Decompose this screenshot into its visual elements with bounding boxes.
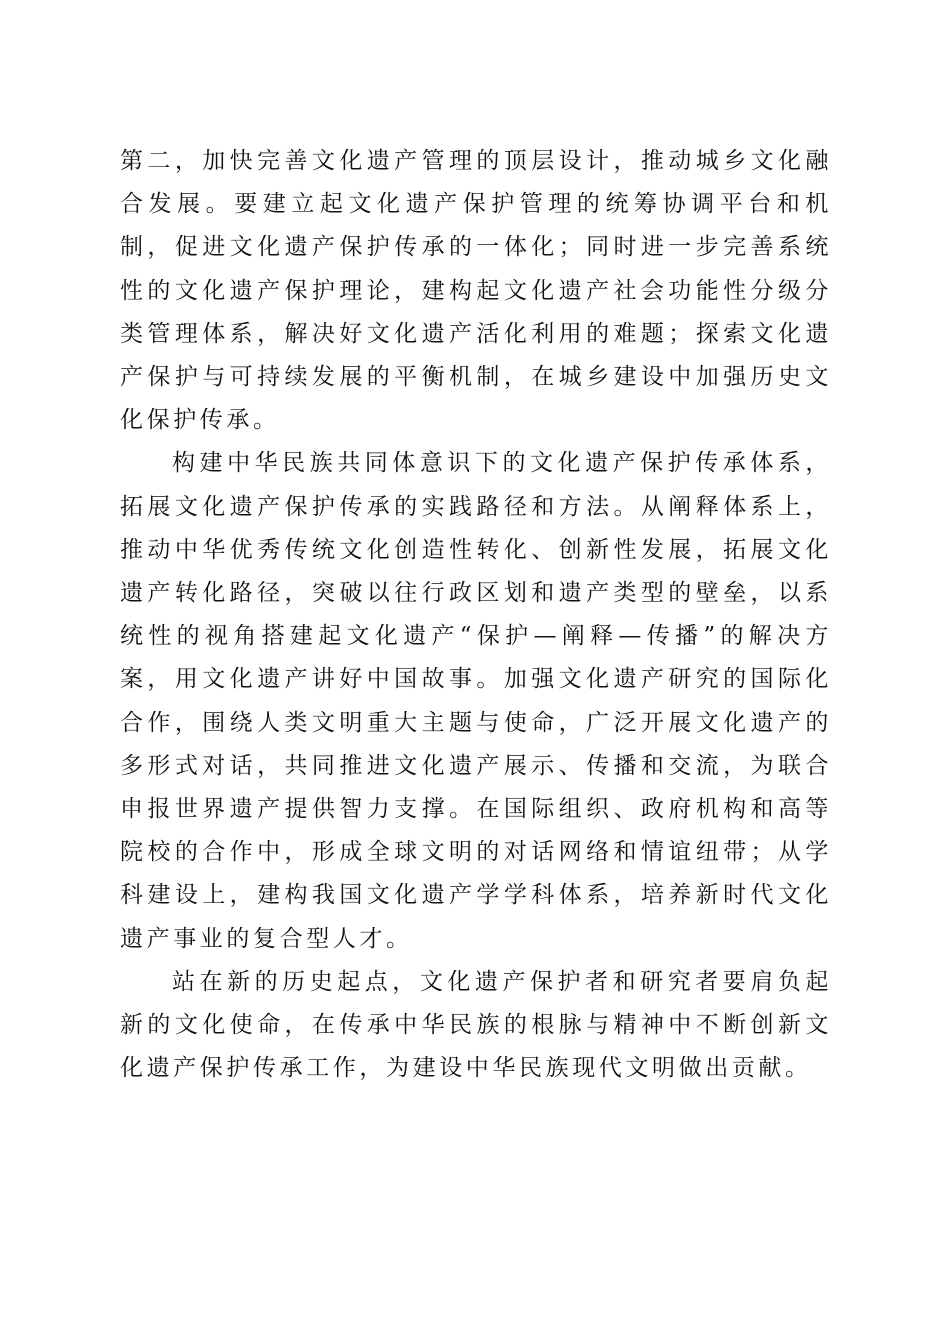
paragraph-2: 构建中华民族共同体意识下的文化遗产保护传承体系，拓展文化遗产保护传承的实践路径和方法。从阐释体系上，推动中华优秀传统文化创造性转化、创新性发展，拓展文化遗产转化路径，突破以往行政区划和遗产类型的壁垒，以系统性的视角搭建起文化遗产“保护—阐释—传播”的解决方案，用文化遗产讲好中国故事。加强文化遗产研究的国际化合作，围绕人类文明重大主题与使命，广泛开展文化遗产的多形式对话，共同推进文化遗产展示、传播和交流，为联合申报世界遗产提供智力支撑。在国际组织、政府机构和高等院校的合作中，形成全球文明的对话网络和情谊纽带；从学科建设上，建构我国文化遗产学学科体系，培养新时代文化遗产事业的复合型人才。 [120, 450, 832, 952]
body-text [120, 140, 832, 1090]
paragraph-3: 站在新的历史起点，文化遗产保护者和研究者要肩负起新的文化使命，在传承中华民族的根脉与精神中不断创新文化遗产保护传承工作，为建设中华民族现代文明做出贡献。 [120, 968, 832, 1082]
paragraph-1: 第二，加快完善文化遗产管理的顶层设计，推动城乡文化融合发展。要建立起文化遗产保护管理的统筹协调平台和机制，促进文化遗产保护传承的一体化；同时进一步完善系统性的文化遗产保护理论，建构起文化遗产社会功能性分级分类管理体系，解决好文化遗产活化利用的难题；探索文化遗产保护与可持续发展的平衡机制，在城乡建设中加强历史文化保护传承。 [120, 148, 832, 434]
